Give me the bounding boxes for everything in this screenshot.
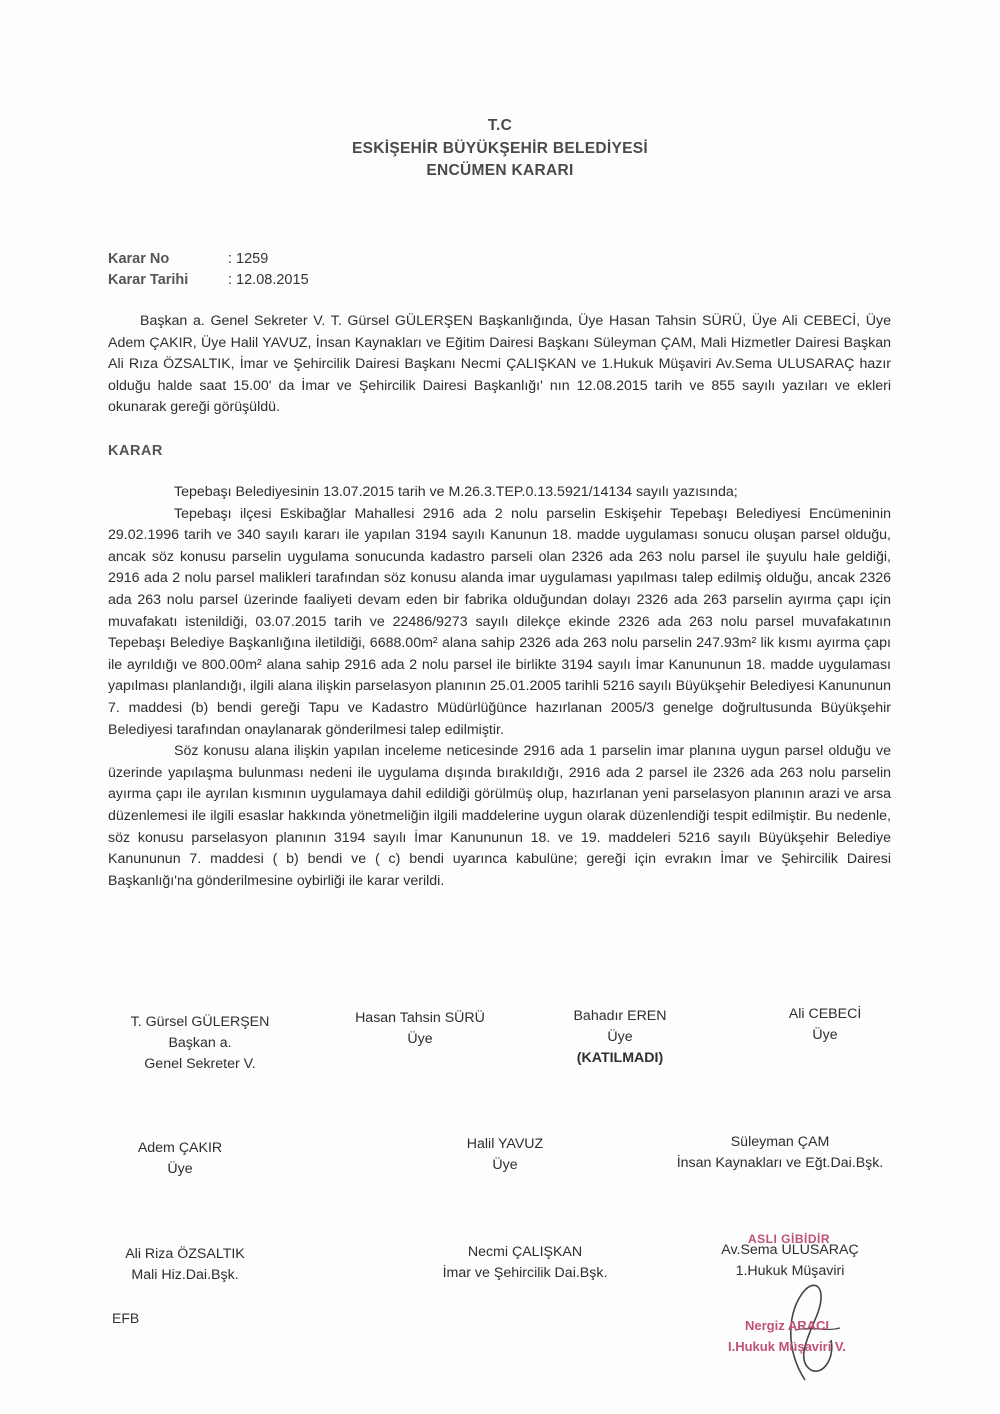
signer-title: İnsan Kaynakları ve Eğt.Dai.Bşk. [676,1155,884,1171]
signature-cam [655,1132,905,1174]
signature-yavuz [415,1134,595,1176]
signer-title: Mali Hiz.Dai.Bşk. [131,1267,239,1283]
signer-name: Halil YAVUZ [466,1136,544,1152]
decision-body [108,482,891,892]
signer-name: Av.Sema ULUSARAÇ [721,1242,859,1258]
signer-name: Necmi ÇALIŞKAN [467,1244,583,1260]
header-municipality: ESKİŞEHİR BÜYÜKŞEHİR BELEDİYESİ [351,140,649,157]
signer-name: Hasan Tahsin SÜRÜ [355,1010,485,1026]
signer-title: Üye [492,1157,518,1173]
header-tc: T.C [487,117,513,134]
signature-cakir [90,1138,270,1180]
karar-tarihi-value: : 12.08.2015 [228,272,309,288]
absence-note: (KATILMADI) [576,1050,664,1066]
signature-gulersen [110,1012,290,1075]
signer-name: Ali Riza ÖZSALTIK [125,1246,245,1262]
signer-name: Adem ÇAKIR [137,1140,223,1156]
stamp-name: Nergiz ARACI [745,1318,830,1333]
signature-suru [330,1008,510,1050]
signer-name: Bahadır EREN [573,1008,667,1024]
stamp-certified: ASLI GİBİDİR [748,1232,831,1246]
signature-cebeci [740,1004,910,1046]
footer-code: EFB [112,1310,140,1326]
karar-heading: KARAR [108,443,163,459]
signer-title: 1.Hukuk Müşaviri [735,1263,845,1279]
signature-caliskan [420,1242,630,1284]
signature-ozsaltik [95,1244,275,1286]
signer-title: Genel Sekreter V. [144,1056,256,1072]
signer-title: Üye [812,1027,838,1043]
intro-text: Başkan a. Genel Sekreter V. T. Gürsel GÜLERŞEN Başkanlığında, Üye Hasan Tahsin SÜRÜ, Üye Ali CEBECİ, Üye Adem ÇAKIR, Üye Halil YAVUZ, İnsan Kaynakları ve Eğitim Dairesi Başkanı Süleyman ÇAM, Mali Hizmetler Dairesi Başkan Ali Rıza ÖZSALTIK, İmar ve Şehircilik Dairesi Başkanı Necmi ÇALIŞKAN ve 1.Hukuk Müşaviri Av.Sema ULUSARAÇ hazır olduğu halde saat 15.00' da İmar ve Şehircilik Dairesi Başkanlığı' nın 12.08.2015 tarih ve 855 sayılı yazıları ve ekleri okunarak gereği görüşüldü. [108,313,891,416]
signer-title: Başkan a. [168,1035,232,1051]
signer-title: Üye [407,1031,433,1047]
body-paragraph-2: Tepebaşı ilçesi Eskibağlar Mahallesi 2916 ada 2 nolu parselin Eskişehir Tepebaşı Belediyesi Encümeninin 29.02.1996 tarih ve 340 sayılı kararı ile yapılan 3194 sayılı Kanunun 18. madde uygulaması sonucu oluşan parsel olduğu, ancak söz konusu parselin uygulama sonucunda kadastro parseli olan 2326 ada 263 nolu parsel ile şuyulu hale geldiği, 2916 ada 2 nolu parsel malikleri tarafından söz konusu alanda imar uygulaması yapılması talep edilmiş olduğu, ancak 2326 ada 263 nolu parsel üzerinde faaliyeti devam eden bir fabrika olduğundan dolayı 2326 ada 263 parselin ayırma çapı için muvafakatı istenildiği, 03.07.2015 tarih ve 22486/9273 sayılı dilekçe ekinde 2326 ada 263 nolu parsel muvafakatının Tepebaşı Belediye Başkanlığına iletildiği, 6688.00m² alana sahip 2326 ada 263 nolu parselin 247.93m² lik kısmı ayırma çapı ile ayrıldığı ve 800.00m² alana sahip 2916 ada 2 nolu parsel ile birlikte 3194 sayılı İmar Kanununun 18. madde uygulaması yapılması planlandığı, ilgili alana ilişkin parselasyon planının 25.01.2005 tarihli 5216 sayılı Büyükşehir Belediyesi Kanununun 7. maddesi (b) bendi gereği Tapu ve Kadastro Müdürlüğünce hazırlanan 2005/3 genelge doğrultusunda Büyükşehir Belediyesi tarafından onaylanarak gönderilmesi talep edilmiştir. [108,505,891,738]
signer-name: T. Gürsel GÜLERŞEN [130,1014,270,1030]
stamp-title: I.Hukuk Müşaviri V. [728,1339,847,1354]
karar-no-value: : 1259 [228,251,269,267]
signer-title: Üye [607,1029,633,1045]
body-paragraph-1: Tepebaşı Belediyesinin 13.07.2015 tarih ve M.26.3.TEP.0.13.5921/14134 sayılı yazısında; [174,484,738,500]
signer-title: Üye [167,1161,193,1177]
karar-no-label: Karar No [108,251,170,267]
signature-eren [530,1006,710,1069]
signer-name: Ali CEBECİ [788,1006,862,1022]
body-paragraph-3: Söz konusu alana ilişkin yapılan inceleme neticesinde 2916 ada 1 parselin imar planına uygun parsel olduğu ve üzerinde yapılaşma bulunması nedeni ile uygulama dışında bırakıldığı, 2916 ada 2 parsel ile 2326 ada 263 nolu parselin ayırma çapı ile ayrılan kısmının uygulamaya dahil edildiği görülmüş olup, hazırlanan yeni parselasyon planının arazi ve arsa düzenlemesi ile ilgili esaslar hakkında yönetmeliğin ilgili maddelerine uygun olarak düzenlendiği tespit edilmiştir. Bu nedenle, söz konusu parselasyon planının 3194 sayılı İmar Kanununun 18. ve 19. maddeleri 5216 sayılı Büyükşehir Belediye Kanununun 7. maddesi ( b) bendi ve ( c) bendi uyarınca kabulüne; gereği için evrakın İmar ve Şehircilik Dairesi Başkanlığı'na gönderilmesine oybirliği ile karar verildi. [108,743,891,889]
header-council-decision: ENCÜMEN KARARI [426,162,574,179]
karar-tarihi-label: Karar Tarihi [108,272,189,288]
signer-title: İmar ve Şehircilik Dai.Bşk. [442,1265,608,1281]
intro-paragraph [108,311,891,419]
signer-name: Süleyman ÇAM [730,1134,830,1150]
